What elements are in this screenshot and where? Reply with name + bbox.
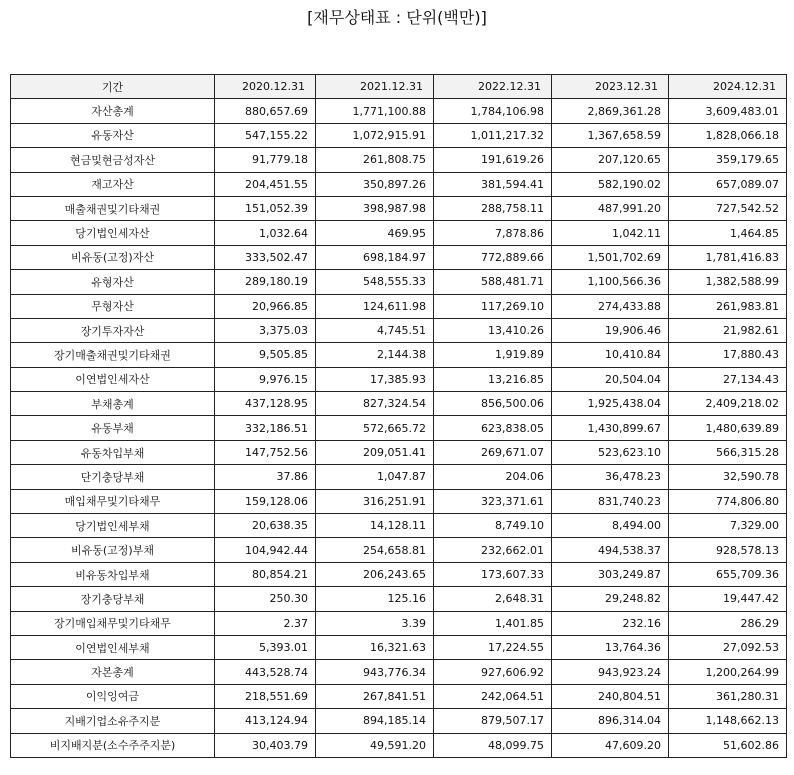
table-cell-value: 437,128.95	[215, 392, 316, 416]
table-row	[11, 538, 787, 562]
table-cell-value: 36,478.23	[552, 465, 669, 489]
table-cell-value: 1,072,915.91	[316, 123, 434, 147]
table-row	[11, 123, 787, 147]
table-row	[11, 709, 787, 733]
table-cell-value: 1,401.85	[434, 611, 552, 635]
row-label: 이연법인세자산	[11, 367, 215, 391]
table-cell-value: 17,880.43	[669, 343, 787, 367]
table-cell-value: 3,609,483.01	[669, 99, 787, 123]
row-label: 자본총계	[11, 660, 215, 684]
table-cell-value: 1,771,100.88	[316, 99, 434, 123]
table-cell-value: 29,248.82	[552, 587, 669, 611]
row-label: 매입채무및기타채무	[11, 489, 215, 513]
table-row	[11, 245, 787, 269]
table-cell-value: 2.37	[215, 611, 316, 635]
table-cell-value: 772,889.66	[434, 245, 552, 269]
table-cell-value: 359,179.65	[669, 148, 787, 172]
table-row	[11, 440, 787, 464]
table-cell-value: 9,976.15	[215, 367, 316, 391]
table-cell-value: 1,042.11	[552, 221, 669, 245]
row-label: 유형자산	[11, 270, 215, 294]
table-cell-value: 254,658.81	[316, 538, 434, 562]
table-cell-value: 943,923.24	[552, 660, 669, 684]
row-label: 장기매입채무및기타채무	[11, 611, 215, 635]
table-cell-value: 623,838.05	[434, 416, 552, 440]
table-cell-value: 16,321.63	[316, 635, 434, 659]
table-row	[11, 221, 787, 245]
table-cell-value: 151,052.39	[215, 196, 316, 220]
table-cell-value: 1,430,899.67	[552, 416, 669, 440]
table-row	[11, 343, 787, 367]
table-cell-value: 232,662.01	[434, 538, 552, 562]
table-cell-value: 206,243.65	[316, 562, 434, 586]
table-cell-value: 19,906.46	[552, 318, 669, 342]
table-cell-value: 831,740.23	[552, 489, 669, 513]
table-cell-value: 8,494.00	[552, 514, 669, 538]
table-cell-value: 9,505.85	[215, 343, 316, 367]
table-row	[11, 294, 787, 318]
table-row	[11, 270, 787, 294]
table-cell-value: 523,623.10	[552, 440, 669, 464]
table-cell-value: 3,375.03	[215, 318, 316, 342]
row-label: 이익잉여금	[11, 684, 215, 708]
table-cell-value: 827,324.54	[316, 392, 434, 416]
table-cell-value: 698,184.97	[316, 245, 434, 269]
table-cell-value: 20,504.04	[552, 367, 669, 391]
table-cell-value: 80,854.21	[215, 562, 316, 586]
table-cell-value: 49,591.20	[316, 733, 434, 757]
table-cell-value: 218,551.69	[215, 684, 316, 708]
table-cell-value: 894,185.14	[316, 709, 434, 733]
row-label: 지배기업소유주지분	[11, 709, 215, 733]
table-cell-value: 896,314.04	[552, 709, 669, 733]
row-label: 비유동(고정)부채	[11, 538, 215, 562]
table-cell-value: 1,148,662.13	[669, 709, 787, 733]
table-cell-value: 286.29	[669, 611, 787, 635]
table-row	[11, 416, 787, 440]
table-cell-value: 1,781,416.83	[669, 245, 787, 269]
row-label: 비유동차입부채	[11, 562, 215, 586]
row-label: 매출채권및기타채권	[11, 196, 215, 220]
table-cell-value: 548,555.33	[316, 270, 434, 294]
row-label: 이연법인세부채	[11, 635, 215, 659]
table-cell-value: 124,611.98	[316, 294, 434, 318]
table-cell-value: 332,186.51	[215, 416, 316, 440]
row-label: 장기충당부채	[11, 587, 215, 611]
row-label: 장기매출채권및기타채권	[11, 343, 215, 367]
table-cell-value: 7,878.86	[434, 221, 552, 245]
table-row	[11, 733, 787, 757]
table-cell-value: 928,578.13	[669, 538, 787, 562]
table-cell-value: 1,200,264.99	[669, 660, 787, 684]
table-cell-value: 1,100,566.36	[552, 270, 669, 294]
table-cell-value: 2,648.31	[434, 587, 552, 611]
column-header-year: 2022.12.31	[434, 75, 552, 99]
table-row	[11, 489, 787, 513]
table-cell-value: 250.30	[215, 587, 316, 611]
table-cell-value: 269,671.07	[434, 440, 552, 464]
table-cell-value: 1,464.85	[669, 221, 787, 245]
table-cell-value: 1,925,438.04	[552, 392, 669, 416]
table-cell-value: 880,657.69	[215, 99, 316, 123]
table-cell-value: 1,367,658.59	[552, 123, 669, 147]
table-cell-value: 207,120.65	[552, 148, 669, 172]
table-cell-value: 117,269.10	[434, 294, 552, 318]
table-header-row	[11, 75, 787, 99]
table-cell-value: 657,089.07	[669, 172, 787, 196]
table-cell-value: 588,481.71	[434, 270, 552, 294]
table-cell-value: 13,410.26	[434, 318, 552, 342]
table-cell-value: 398,987.98	[316, 196, 434, 220]
table-cell-value: 2,409,218.02	[669, 392, 787, 416]
table-cell-value: 209,051.41	[316, 440, 434, 464]
table-cell-value: 316,251.91	[316, 489, 434, 513]
row-label: 자산총계	[11, 99, 215, 123]
table-cell-value: 261,983.81	[669, 294, 787, 318]
table-cell-value: 1,501,702.69	[552, 245, 669, 269]
table-row	[11, 99, 787, 123]
table-cell-value: 774,806.80	[669, 489, 787, 513]
table-row	[11, 562, 787, 586]
table-cell-value: 8,749.10	[434, 514, 552, 538]
balance-sheet-table	[10, 74, 787, 758]
table-row	[11, 392, 787, 416]
row-label: 현금및현금성자산	[11, 148, 215, 172]
table-cell-value: 5,393.01	[215, 635, 316, 659]
column-header-year: 2020.12.31	[215, 75, 316, 99]
row-label: 장기투자자산	[11, 318, 215, 342]
table-cell-value: 10,410.84	[552, 343, 669, 367]
table-cell-value: 91,779.18	[215, 148, 316, 172]
table-cell-value: 1,480,639.89	[669, 416, 787, 440]
table-cell-value: 21,982.61	[669, 318, 787, 342]
table-cell-value: 27,134.43	[669, 367, 787, 391]
table-cell-value: 13,764.36	[552, 635, 669, 659]
row-label: 유동자산	[11, 123, 215, 147]
table-cell-value: 303,249.87	[552, 562, 669, 586]
table-cell-value: 13,216.85	[434, 367, 552, 391]
table-cell-value: 413,124.94	[215, 709, 316, 733]
page-title: [재무상태표 : 단위(백만)]	[307, 8, 487, 27]
table-cell-value: 159,128.06	[215, 489, 316, 513]
table-cell-value: 547,155.22	[215, 123, 316, 147]
table-cell-value: 37.86	[215, 465, 316, 489]
row-label: 비유동(고정)자산	[11, 245, 215, 269]
table-row	[11, 587, 787, 611]
table-cell-value: 17,385.93	[316, 367, 434, 391]
column-header-year: 2021.12.31	[316, 75, 434, 99]
table-cell-value: 1,011,217.32	[434, 123, 552, 147]
table-cell-value: 232.16	[552, 611, 669, 635]
table-cell-value: 288,758.11	[434, 196, 552, 220]
row-label: 당기법인세자산	[11, 221, 215, 245]
table-cell-value: 655,709.36	[669, 562, 787, 586]
table-cell-value: 51,602.86	[669, 733, 787, 757]
table-cell-value: 443,528.74	[215, 660, 316, 684]
table-cell-value: 3.39	[316, 611, 434, 635]
table-cell-value: 1,382,588.99	[669, 270, 787, 294]
table-cell-value: 943,776.34	[316, 660, 434, 684]
row-label: 재고자산	[11, 172, 215, 196]
table-cell-value: 2,144.38	[316, 343, 434, 367]
table-cell-value: 582,190.02	[552, 172, 669, 196]
table-cell-value: 333,502.47	[215, 245, 316, 269]
table-body	[11, 99, 787, 758]
table-row	[11, 684, 787, 708]
table-cell-value: 487,991.20	[552, 196, 669, 220]
table-row	[11, 611, 787, 635]
table-cell-value: 173,607.33	[434, 562, 552, 586]
column-header-year: 2024.12.31	[669, 75, 787, 99]
row-label: 유동차입부채	[11, 440, 215, 464]
row-label: 무형자산	[11, 294, 215, 318]
table-cell-value: 204,451.55	[215, 172, 316, 196]
table-cell-value: 1,784,106.98	[434, 99, 552, 123]
row-label: 부채총계	[11, 392, 215, 416]
table-cell-value: 2,869,361.28	[552, 99, 669, 123]
table-row	[11, 660, 787, 684]
table-cell-value: 27,092.53	[669, 635, 787, 659]
table-cell-value: 4,745.51	[316, 318, 434, 342]
table-cell-value: 48,099.75	[434, 733, 552, 757]
table-cell-value: 381,594.41	[434, 172, 552, 196]
column-header-period: 기간	[11, 75, 215, 99]
table-cell-value: 125.16	[316, 587, 434, 611]
table-row	[11, 148, 787, 172]
table-cell-value: 1,919.89	[434, 343, 552, 367]
table-row	[11, 367, 787, 391]
table-cell-value: 7,329.00	[669, 514, 787, 538]
table-row	[11, 318, 787, 342]
table-cell-value: 104,942.44	[215, 538, 316, 562]
table-row	[11, 514, 787, 538]
table-cell-value: 32,590.78	[669, 465, 787, 489]
table-cell-value: 727,542.52	[669, 196, 787, 220]
table-row	[11, 465, 787, 489]
table-cell-value: 879,507.17	[434, 709, 552, 733]
table-cell-value: 274,433.88	[552, 294, 669, 318]
table-cell-value: 572,665.72	[316, 416, 434, 440]
row-label: 단기충당부채	[11, 465, 215, 489]
table-cell-value: 14,128.11	[316, 514, 434, 538]
table-cell-value: 240,804.51	[552, 684, 669, 708]
row-label: 당기법인세부채	[11, 514, 215, 538]
table-cell-value: 289,180.19	[215, 270, 316, 294]
table-cell-value: 19,447.42	[669, 587, 787, 611]
table-row	[11, 196, 787, 220]
table-cell-value: 204.06	[434, 465, 552, 489]
table-cell-value: 242,064.51	[434, 684, 552, 708]
table-cell-value: 350,897.26	[316, 172, 434, 196]
table-cell-value: 47,609.20	[552, 733, 669, 757]
table-cell-value: 856,500.06	[434, 392, 552, 416]
table-cell-value: 1,032.64	[215, 221, 316, 245]
row-label: 비지배지분(소수주주지분)	[11, 733, 215, 757]
table-cell-value: 267,841.51	[316, 684, 434, 708]
table-cell-value: 20,966.85	[215, 294, 316, 318]
table-cell-value: 147,752.56	[215, 440, 316, 464]
table-cell-value: 494,538.37	[552, 538, 669, 562]
table-cell-value: 20,638.35	[215, 514, 316, 538]
table-cell-value: 1,047.87	[316, 465, 434, 489]
table-cell-value: 927,606.92	[434, 660, 552, 684]
table-cell-value: 30,403.79	[215, 733, 316, 757]
table-cell-value: 323,371.61	[434, 489, 552, 513]
table-cell-value: 361,280.31	[669, 684, 787, 708]
row-label: 유동부채	[11, 416, 215, 440]
table-row	[11, 172, 787, 196]
table-cell-value: 17,224.55	[434, 635, 552, 659]
table-cell-value: 1,828,066.18	[669, 123, 787, 147]
table-cell-value: 191,619.26	[434, 148, 552, 172]
table-row	[11, 635, 787, 659]
table-cell-value: 566,315.28	[669, 440, 787, 464]
table-cell-value: 261,808.75	[316, 148, 434, 172]
column-header-year: 2023.12.31	[552, 75, 669, 99]
table-cell-value: 469.95	[316, 221, 434, 245]
